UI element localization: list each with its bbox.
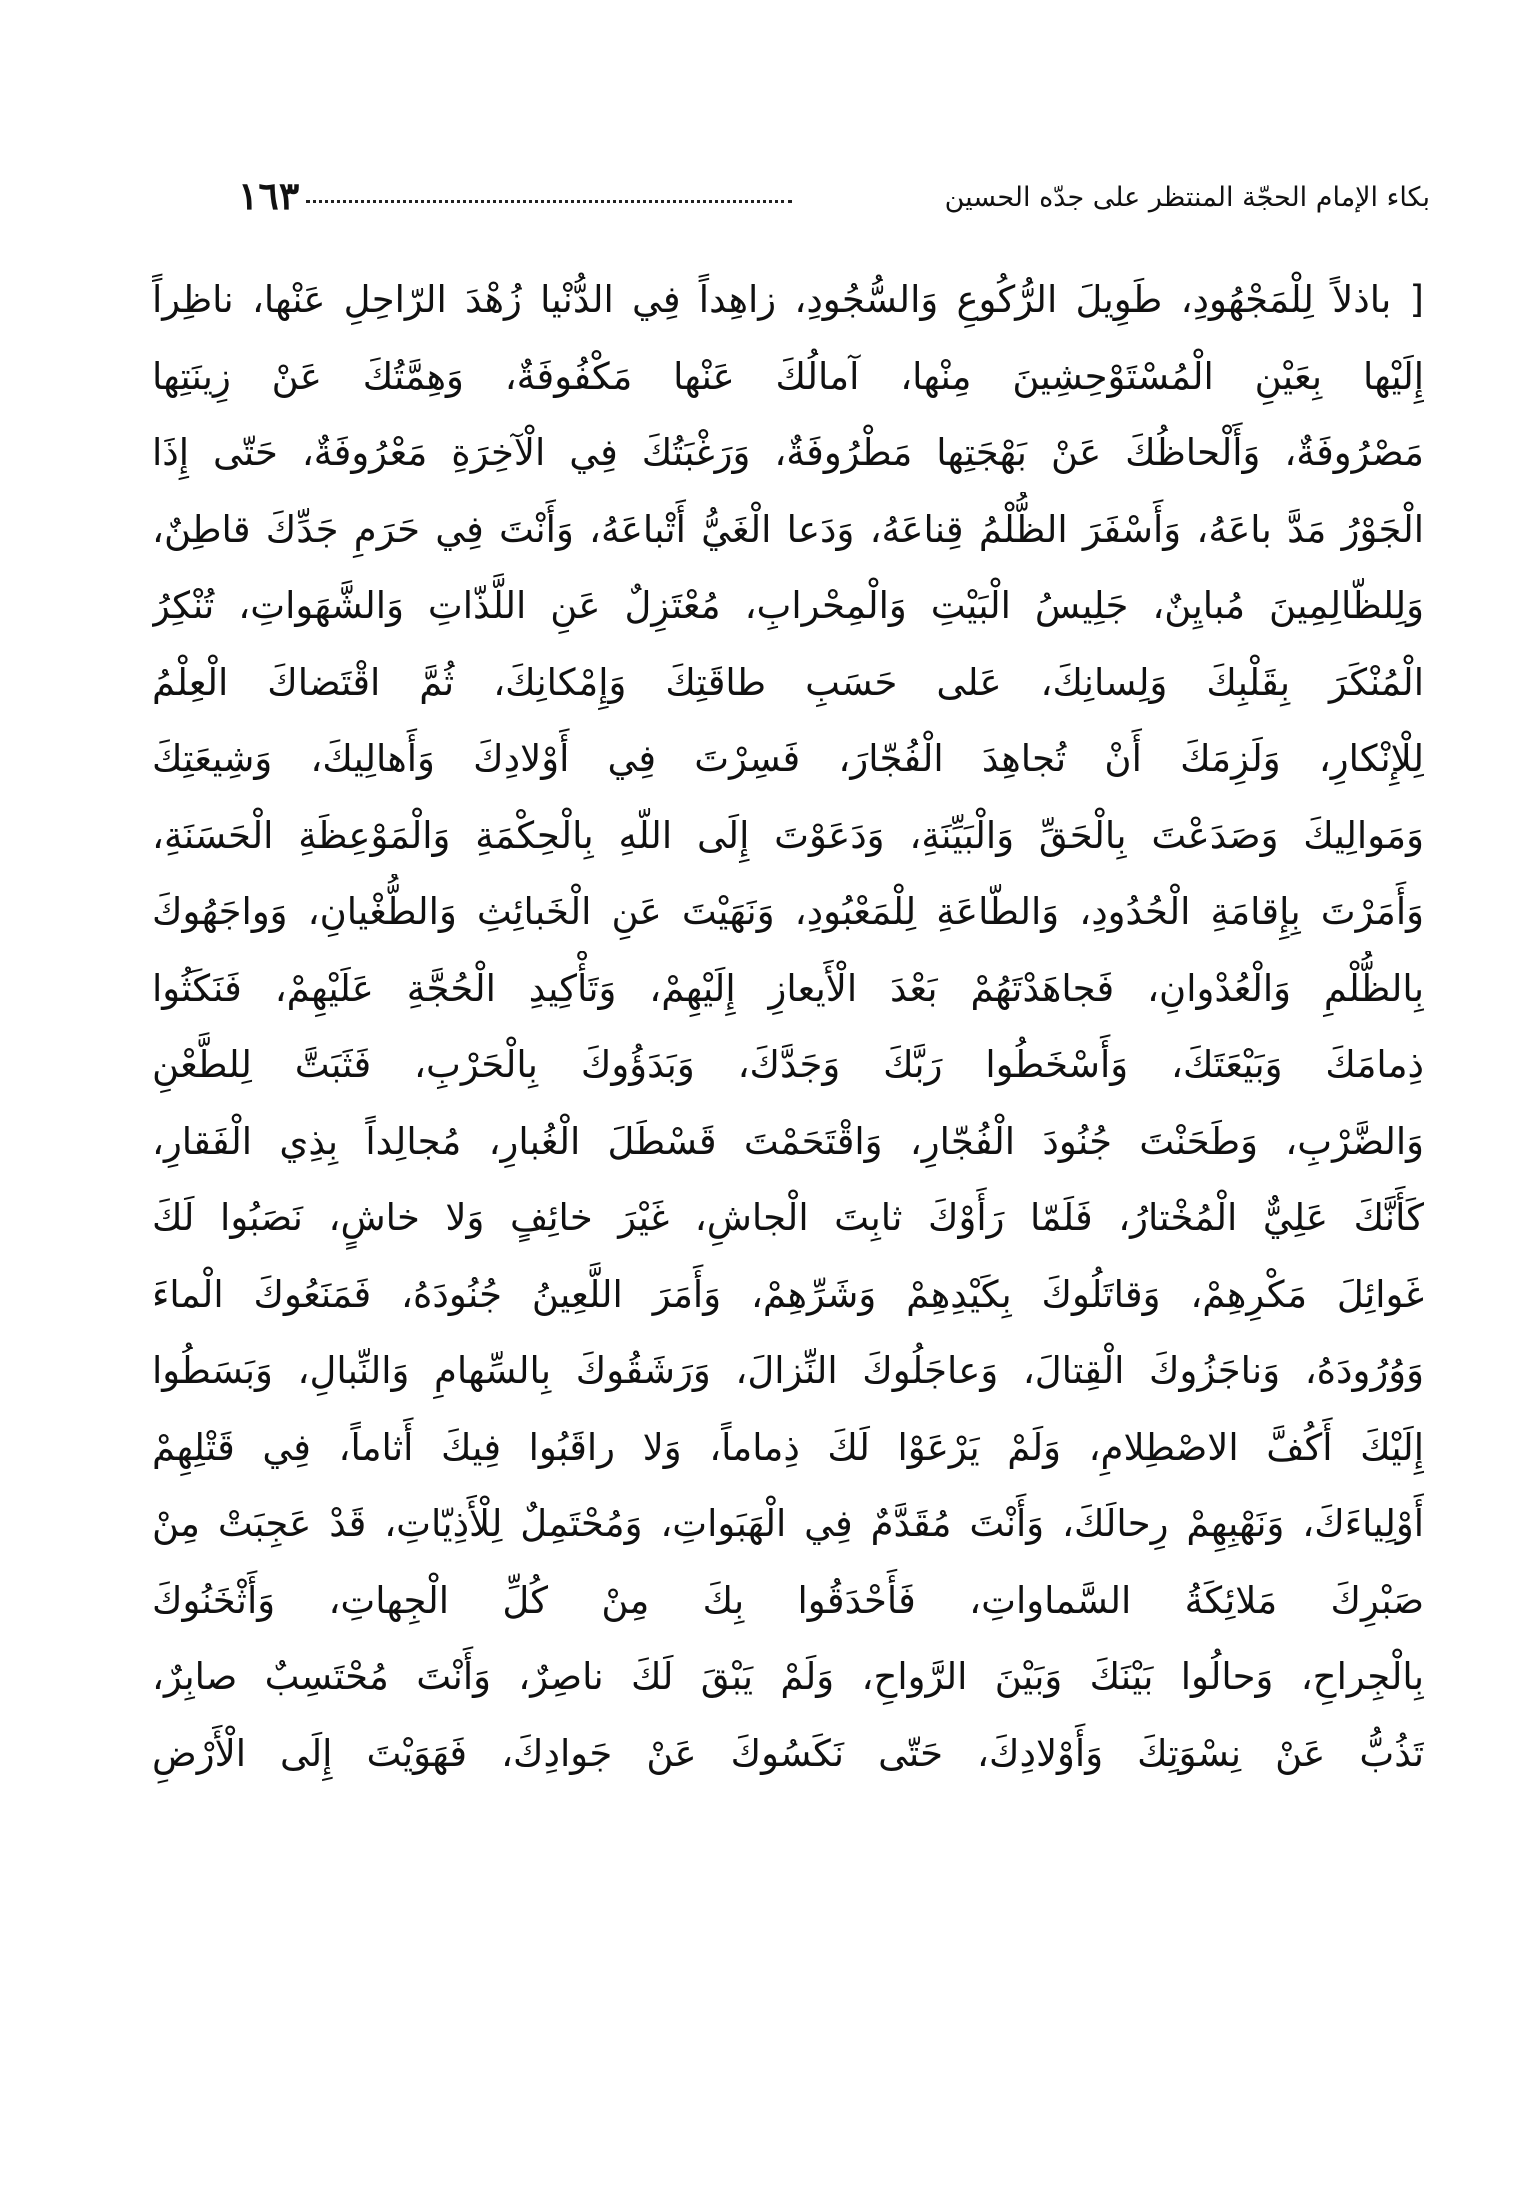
text-line: صَبْرِكَ مَلائِكَةُ السَّماواتِ، فَأَحْدَقُوا بِكَ مِنْ كُلِّ الْجِهاتِ، وَأَثْخَنُوكَ <box>152 1578 1424 1622</box>
text-line: وَوُرُودَهُ، وَناجَزُوكَ الْقِتالَ، وَعاجَلُوكَ النِّزالَ، وَرَشَقُوكَ بِالسِّهامِ وَالنِّبالِ، وَبَسَطُوا <box>152 1349 1424 1392</box>
text-line: إِلَيْها بِعَيْنِ الْمُسْتَوْحِشِينَ مِنْها، آمالُكَ عَنْها مَكْفُوفَةٌ، وَهِمَّتُكَ عَنْ زِينَتِها <box>152 354 1424 398</box>
text-line: كَأَنَّكَ عَلِيٌّ الْمُخْتارُ، فَلَمّا رَأَوْكَ ثابِتَ الْجاشِ، غَيْرَ خائِفٍ وَلا خاشٍ، نَصَبُوا لَكَ <box>152 1196 1424 1239</box>
text-line: غَوائِلَ مَكْرِهِمْ، وَقاتَلُوكَ بِكَيْدِهِمْ وَشَرِّهِمْ، وَأَمَرَ اللَّعِينُ جُنُودَهُ، فَمَنَعُوكَ الْماءَ <box>152 1272 1424 1316</box>
text-line: ذِمامَكَ وَبَيْعَتَكَ، وَأَسْخَطُوا رَبَّكَ وَجَدَّكَ، وَبَدَؤُوكَ بِالْحَرْبِ، فَثَبَتَّ لِلطَّعْنِ <box>152 1043 1424 1086</box>
text-line: وَالضَّرْبِ، وَطَحَنْتَ جُنُودَ الْفُجّارِ، وَاقْتَحَمْتَ قَسْطَلَ الْغُبارِ، مُجالِداً بِذِي الْفَقارِ، <box>152 1119 1424 1163</box>
running-title: بكاء الإمام الحجّة المنتظر على جدّه الحسين <box>944 182 1430 213</box>
text-line: وَمَوالِيكَ وَصَدَعْتَ بِالْحَقِّ وَالْبَيِّنَةِ، وَدَعَوْتَ إِلَى اللّهِ بِالْحِكْمَةِ وَالْمَوْعِظَةِ الْحَسَنَةِ، <box>152 813 1424 857</box>
text-line: لِلْإِنْكارِ، وَلَزِمَكَ أَنْ تُجاهِدَ الْفُجّارَ، فَسِرْتَ فِي أَوْلادِكَ وَأَهالِيكَ، وَشِيعَتِكَ <box>152 737 1424 780</box>
text-line: إِلَيْكَ أَكُفَّ الاصْطِلامِ، وَلَمْ يَرْعَوْا لَكَ ذِماماً، وَلا راقَبُوا فِيكَ أَثاماً، فِي قَتْلِهِمْ <box>152 1425 1424 1469</box>
text-line: الْمُنْكَرَ بِقَلْبِكَ وَلِسانِكَ، عَلى حَسَبِ طاقَتِكَ وَإِمْكانِكَ، ثُمَّ اقْتَضاكَ الْعِلْمُ <box>152 660 1424 704</box>
text-line: بِالْجِراحِ، وَحالُوا بَيْنَكَ وَبَيْنَ الرَّواحِ، وَلَمْ يَبْقَ لَكَ ناصِرٌ، وَأَنْتَ مُحْتَسِبٌ صابِرٌ، <box>152 1655 1424 1698</box>
text-line: أَوْلِياءَكَ، وَنَهْبِهِمْ رِحالَكَ، وَأَنْتَ مُقَدَّمٌ فِي الْهَبَواتِ، وَمُحْتَمِلٌ لِلْأَذِيّاتِ، قَدْ عَجِبَتْ مِنْ <box>152 1502 1424 1545</box>
running-header <box>238 168 1430 228</box>
text-line: وَأَمَرْتَ بِإِقامَةِ الْحُدُودِ، وَالطّاعَةِ لِلْمَعْبُودِ، وَنَهَيْتَ عَنِ الْخَبائِثِ وَالطُّغْيانِ، وَواجَهُوكَ <box>152 890 1424 933</box>
header-dotted-leader <box>306 200 792 203</box>
page-number: ١٦٣ <box>238 173 300 218</box>
text-line: وَلِلظّالِمِينَ مُبايِنٌ، جَلِيسُ الْبَيْتِ وَالْمِحْرابِ، مُعْتَزِلٌ عَنِ اللَّذّاتِ وَالشَّهَواتِ، تُنْكِرُ <box>152 584 1424 627</box>
text-line: [ باذلاً لِلْمَجْهُودِ، طَوِيلَ الرُّكُوعِ وَالسُّجُودِ، زاهِداً فِي الدُّنْيا زُهْدَ الرّاحِلِ عَنْها، ناظِراً <box>152 278 1424 321</box>
body-text <box>152 262 1424 1792</box>
text-line: مَصْرُوفَةٌ، وَأَلْحاظُكَ عَنْ بَهْجَتِها مَطْرُوفَةٌ، وَرَغْبَتُكَ فِي الْآخِرَةِ مَعْرُوفَةٌ، حَتّى إِذَا <box>152 431 1424 474</box>
text-line: الْجَوْرُ مَدَّ باعَهُ، وَأَسْفَرَ الظُّلْمُ قِناعَهُ، وَدَعا الْغَيُّ أَتْباعَهُ، وَأَنْتَ فِي حَرَمِ جَدِّكَ قاطِنٌ، <box>152 507 1424 551</box>
text-line: تَذُبُّ عَنْ نِسْوَتِكَ وَأَوْلادِكَ، حَتّى نَكَسُوكَ عَنْ جَوادِكَ، فَهَوَيْتَ إِلَى الْأَرْضِ <box>152 1731 1424 1775</box>
text-line: بِالظُّلْمِ وَالْعُدْوانِ، فَجاهَدْتَهُمْ بَعْدَ الْأَيعازِ إِلَيْهِمْ، وَتَأْكِيدِ الْحُجَّةِ عَلَيْهِمْ، فَنَكَثُوا <box>152 966 1424 1010</box>
